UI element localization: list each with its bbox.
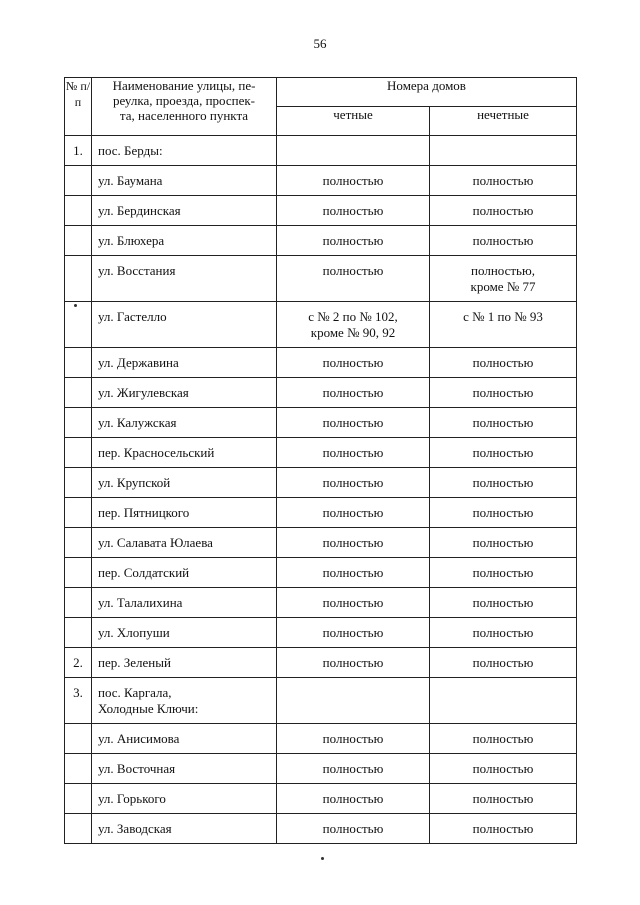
row-number-cell — [65, 678, 92, 724]
street-name-cell — [92, 814, 277, 844]
street-name: пос. Каргала, Холодные Ключи: — [98, 685, 199, 716]
row-number — [65, 166, 91, 173]
odd-houses-cell — [430, 256, 577, 302]
row-number-cell — [65, 256, 92, 302]
row-number-cell — [65, 166, 92, 196]
even-houses-cell — [277, 678, 430, 724]
street-name: пер. Солдатский — [98, 565, 190, 580]
row-number-cell — [65, 196, 92, 226]
odd-houses-cell — [430, 302, 577, 348]
row-number: 2. — [73, 655, 83, 670]
even-houses: полностью — [322, 625, 384, 640]
street-name: ул. Горького — [98, 791, 166, 806]
street-name: ул. Баумана — [98, 173, 163, 188]
row-number — [65, 528, 91, 535]
odd-houses: полностью — [472, 203, 534, 218]
row-number-cell — [65, 408, 92, 438]
odd-houses-cell — [430, 498, 577, 528]
street-name: ул. Восстания — [98, 263, 176, 278]
even-houses: полностью — [322, 263, 384, 278]
row-number — [65, 814, 91, 821]
street-name-cell — [92, 618, 277, 648]
even-houses-cell — [277, 648, 430, 678]
odd-houses: полностью — [472, 565, 534, 580]
street-name-cell — [92, 678, 277, 724]
odd-houses-cell — [430, 784, 577, 814]
row-number-cell — [65, 498, 92, 528]
even-houses: с № 2 по № 102, кроме № 90, 92 — [308, 309, 398, 340]
row-number — [65, 618, 91, 625]
street-name-cell — [92, 588, 277, 618]
table-row — [65, 468, 577, 498]
table-row — [65, 166, 577, 196]
odd-houses: полностью, кроме № 77 — [470, 263, 536, 294]
even-houses: полностью — [322, 385, 384, 400]
even-houses: полностью — [322, 655, 384, 670]
row-number: 3. — [73, 685, 83, 700]
row-number-cell — [65, 618, 92, 648]
row-number-cell — [65, 814, 92, 844]
street-name: ул. Хлопуши — [98, 625, 170, 640]
scan-speck — [321, 857, 324, 860]
row-number — [65, 588, 91, 595]
header-num-label: № п/п — [65, 79, 91, 109]
page-number: 56 — [313, 36, 327, 51]
row-number-cell — [65, 648, 92, 678]
row-number-cell — [65, 378, 92, 408]
street-name: ул. Гастелло — [98, 309, 167, 324]
street-name: пер. Зеленый — [98, 655, 171, 670]
even-houses-cell — [277, 588, 430, 618]
even-houses-cell — [277, 136, 430, 166]
odd-houses-cell — [430, 136, 577, 166]
even-houses: полностью — [322, 475, 384, 490]
row-number-cell — [65, 438, 92, 468]
odd-houses-cell — [430, 618, 577, 648]
odd-houses-cell — [430, 814, 577, 844]
even-houses — [277, 678, 429, 685]
odd-houses: полностью — [472, 355, 534, 370]
header-odd: нечетные — [430, 107, 577, 136]
table-row — [65, 678, 577, 724]
odd-houses: полностью — [472, 233, 534, 248]
even-houses: полностью — [322, 535, 384, 550]
even-houses: полностью — [322, 415, 384, 430]
row-number-cell — [65, 528, 92, 558]
odd-houses-cell — [430, 558, 577, 588]
street-name: ул. Державина — [98, 355, 179, 370]
row-number — [65, 438, 91, 445]
even-houses: полностью — [322, 355, 384, 370]
even-houses-cell — [277, 226, 430, 256]
header-houses: Номера домов — [277, 78, 577, 107]
odd-houses-cell — [430, 166, 577, 196]
row-number — [65, 558, 91, 565]
odd-houses: полностью — [472, 415, 534, 430]
row-number — [65, 226, 91, 233]
row-number — [65, 724, 91, 731]
table-row — [65, 196, 577, 226]
odd-houses: полностью — [472, 475, 534, 490]
table-row — [65, 724, 577, 754]
street-name: пер. Пятницкого — [98, 505, 190, 520]
table-row — [65, 648, 577, 678]
street-name-cell — [92, 136, 277, 166]
table-row — [65, 784, 577, 814]
table-row — [65, 438, 577, 468]
even-houses-cell — [277, 558, 430, 588]
row-number-cell — [65, 588, 92, 618]
street-name-cell — [92, 196, 277, 226]
street-name-cell — [92, 468, 277, 498]
odd-houses — [430, 678, 576, 685]
row-number-cell — [65, 226, 92, 256]
odd-houses-cell — [430, 528, 577, 558]
even-houses: полностью — [322, 761, 384, 776]
odd-houses-cell — [430, 678, 577, 724]
even-houses: полностью — [322, 445, 384, 460]
row-number — [65, 498, 91, 505]
street-name-cell — [92, 408, 277, 438]
even-houses: полностью — [322, 731, 384, 746]
street-name: ул. Блюхера — [98, 233, 165, 248]
street-name: ул. Талалихина — [98, 595, 183, 610]
table-row — [65, 754, 577, 784]
even-houses: полностью — [322, 791, 384, 806]
street-name: пос. Берды: — [98, 143, 163, 158]
even-houses: полностью — [322, 233, 384, 248]
scan-speck — [74, 304, 77, 307]
even-houses — [277, 136, 429, 143]
street-name-cell — [92, 558, 277, 588]
street-name-cell — [92, 438, 277, 468]
table-row — [65, 408, 577, 438]
table-row — [65, 348, 577, 378]
table-row — [65, 814, 577, 844]
row-number-cell — [65, 754, 92, 784]
street-name-cell — [92, 648, 277, 678]
row-number-cell — [65, 136, 92, 166]
street-name: ул. Восточная — [98, 761, 176, 776]
odd-houses-cell — [430, 378, 577, 408]
odd-houses: полностью — [472, 445, 534, 460]
odd-houses: с № 1 по № 93 — [463, 309, 543, 324]
odd-houses — [430, 136, 576, 143]
street-name: ул. Крупской — [98, 475, 171, 490]
row-number — [65, 378, 91, 385]
row-number — [65, 408, 91, 415]
row-number-cell — [65, 724, 92, 754]
street-name: ул. Заводская — [98, 821, 172, 836]
even-houses: полностью — [322, 203, 384, 218]
odd-houses-cell — [430, 588, 577, 618]
odd-houses-cell — [430, 348, 577, 378]
header-name-line1: Наименование улицы, пе- — [112, 78, 256, 93]
row-number: 1. — [73, 143, 83, 158]
even-houses: полностью — [322, 565, 384, 580]
odd-houses: полностью — [472, 791, 534, 806]
even-houses-cell — [277, 528, 430, 558]
even-houses-cell — [277, 256, 430, 302]
odd-houses: полностью — [472, 595, 534, 610]
even-houses-cell — [277, 724, 430, 754]
street-name-cell — [92, 754, 277, 784]
even-houses-cell — [277, 754, 430, 784]
table-row — [65, 558, 577, 588]
street-name-cell — [92, 378, 277, 408]
table-row — [65, 226, 577, 256]
row-number — [65, 302, 91, 309]
street-name-cell — [92, 256, 277, 302]
odd-houses: полностью — [472, 385, 534, 400]
odd-houses-cell — [430, 648, 577, 678]
row-number-cell — [65, 784, 92, 814]
even-houses: полностью — [322, 173, 384, 188]
header-name-line2: реулка, проезда, проспек- — [112, 93, 255, 108]
odd-houses: полностью — [472, 821, 534, 836]
street-name: ул. Салавата Юлаева — [98, 535, 213, 550]
street-name-cell — [92, 528, 277, 558]
table-row — [65, 378, 577, 408]
odd-houses-cell — [430, 438, 577, 468]
street-name-cell — [92, 498, 277, 528]
table-row — [65, 528, 577, 558]
even-houses-cell — [277, 408, 430, 438]
odd-houses-cell — [430, 468, 577, 498]
even-houses-cell — [277, 166, 430, 196]
even-houses-cell — [277, 784, 430, 814]
odd-houses: полностью — [472, 535, 534, 550]
row-number — [65, 348, 91, 355]
even-houses-cell — [277, 468, 430, 498]
table-row — [65, 136, 577, 166]
even-houses: полностью — [322, 595, 384, 610]
header-name-line3: та, населенного пункта — [119, 108, 249, 123]
streets-table — [64, 77, 577, 844]
row-number — [65, 256, 91, 263]
header-name — [92, 78, 277, 136]
odd-houses: полностью — [472, 505, 534, 520]
table-body — [65, 136, 577, 844]
odd-houses-cell — [430, 754, 577, 784]
street-name: ул. Анисимова — [98, 731, 180, 746]
table-row — [65, 302, 577, 348]
odd-houses: полностью — [472, 731, 534, 746]
even-houses: полностью — [322, 821, 384, 836]
even-houses: полностью — [322, 505, 384, 520]
row-number-cell — [65, 302, 92, 348]
even-houses-cell — [277, 498, 430, 528]
even-houses-cell — [277, 378, 430, 408]
row-number-cell — [65, 558, 92, 588]
street-name: ул. Бердинская — [98, 203, 181, 218]
odd-houses-cell — [430, 226, 577, 256]
even-houses-cell — [277, 196, 430, 226]
street-name-cell — [92, 348, 277, 378]
table-row — [65, 256, 577, 302]
odd-houses: полностью — [472, 761, 534, 776]
street-name-cell — [92, 784, 277, 814]
row-number — [65, 754, 91, 761]
row-number — [65, 196, 91, 203]
row-number-cell — [65, 348, 92, 378]
odd-houses-cell — [430, 724, 577, 754]
odd-houses-cell — [430, 408, 577, 438]
header-even: четные — [277, 107, 430, 136]
street-name-cell — [92, 302, 277, 348]
odd-houses: полностью — [472, 625, 534, 640]
odd-houses: полностью — [472, 655, 534, 670]
street-name: ул. Калужская — [98, 415, 177, 430]
even-houses-cell — [277, 302, 430, 348]
even-houses-cell — [277, 814, 430, 844]
table-row — [65, 498, 577, 528]
odd-houses-cell — [430, 196, 577, 226]
table-row — [65, 618, 577, 648]
header-num — [65, 78, 92, 136]
street-name: ул. Жигулевская — [98, 385, 189, 400]
even-houses-cell — [277, 348, 430, 378]
row-number — [65, 784, 91, 791]
street-name-cell — [92, 226, 277, 256]
row-number — [65, 468, 91, 475]
street-name: пер. Красносельский — [98, 445, 215, 460]
street-name-cell — [92, 724, 277, 754]
even-houses-cell — [277, 438, 430, 468]
row-number-cell — [65, 468, 92, 498]
table-row — [65, 588, 577, 618]
odd-houses: полностью — [472, 173, 534, 188]
street-name-cell — [92, 166, 277, 196]
even-houses-cell — [277, 618, 430, 648]
